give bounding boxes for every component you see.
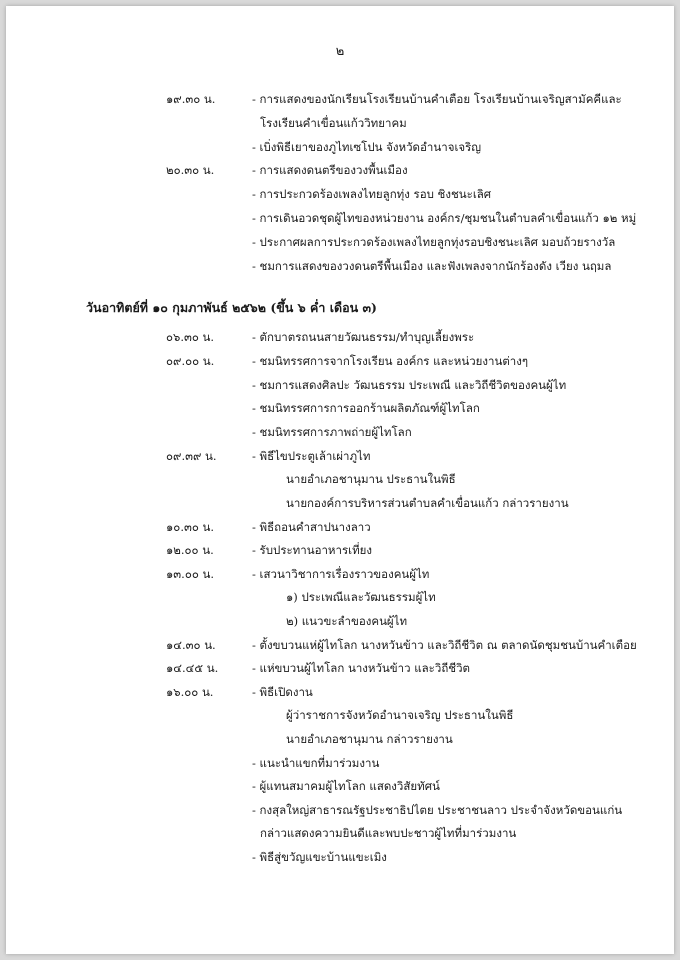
item-text: - ชมนิทรรศการจากโรงเรียน องค์กร และหน่วยงานต่างๆ [252,354,529,368]
time-label: ๑๐.๓๐ น. [166,520,215,534]
time-label: ๑๔.๓๐ น. [166,638,216,652]
time-label: ๑๖.๐๐ น. [166,685,214,699]
item-text: - พิธีไขประตูเล้าเผ่าภูไท [252,449,371,463]
time-label: ๒๐.๓๐ น. [166,163,215,177]
item-text: - ชมการแสดงของวงดนตรีพื้นเมือง และฟังเพลงจากนักร้องดัง เวียง นฤมล [252,259,612,273]
item-text: - ชมนิทรรศการภาพถ่ายผู้ไทโลก [252,425,412,439]
item-text: นายกองค์การบริหารส่วนตำบลคำเขื่อนแก้ว กล่าวรายงาน [286,496,569,510]
time-label: ๑๓.๐๐ น. [166,567,215,581]
item-text: - รับประทานอาหารเที่ยง [252,543,373,557]
item-text: นายอำเภอชานุมาน ประธานในพิธี [286,472,456,486]
item-text: นายอำเภอชานุมาน กล่าวรายงาน [286,732,453,746]
time-label: ๑๔.๔๕ น. [166,661,219,675]
item-text: - ผู้แทนสมาคมผู้ไทโลก แสดงวิสัยทัศน์ [252,779,440,793]
item-text: - เสวนาวิชาการเรื่องราวของคนผู้ไท [252,567,430,581]
time-label: ๐๙.๐๐ น. [166,354,215,368]
section-heading: วันอาทิตย์ที่ ๑๐ กุมภาพันธ์ ๒๕๖๒ (ขึ้น ๖ ค่ำ เดือน ๓) [86,300,377,315]
item-text: - เบิ่งพิธีเยาของภูไทเซโปน จังหวัดอำนาจเจริญ [252,140,482,154]
item-text: - ชมนิทรรศการการออกร้านผลิตภัณฑ์ผู้ไทโลก [252,401,480,415]
page-number: ๒ [335,44,345,59]
item-text: - ตักบาตรถนนสายวัฒนธรรม/ทำบุญเลี้ยงพระ [252,330,475,344]
document-page [6,6,674,954]
time-label: ๐๙.๓๙ น. [166,449,217,463]
item-text: - แห่ขบวนผู้ไทโลก นางหวันข้าว และวิถีชีวิต [252,661,471,675]
item-text: โรงเรียนคำเขื่อนแก้ววิทยาคม [260,116,407,130]
item-text: ๒) แนวขะลำของคนผู้ไท [286,614,408,628]
item-text: - พิธีถอนคำสาปนางลาว [252,520,371,534]
item-text: - การแสดงดนตรีของวงพื้นเมือง [252,163,408,177]
item-text: - พิธีสู่ขวัญแขะบ้านแขะเมิง [252,850,387,864]
item-text: - กงสุลใหญ่สาธารณรัฐประชาธิปไตย ประชาชนลาว ประจำจังหวัดขอนแก่น [252,803,623,817]
item-text: ๑) ประเพณีและวัฒนธรรมผู้ไท [286,590,436,604]
item-text: - การเดินอวดชุดผู้ไทของหน่วยงาน องค์กร/ชุมชนในตำบลคำเขื่อนแก้ว ๑๒ หมู่ [252,211,637,225]
time-label: ๐๖.๓๐ น. [166,330,215,344]
item-text: - การประกวดร้องเพลงไทยลูกทุ่ง รอบ ชิงชนะเลิศ [252,187,492,201]
item-text: ผู้ว่าราชการจังหวัดอำนาจเจริญ ประธานในพิธี [286,708,514,722]
item-text: - การแสดงของนักเรียนโรงเรียนบ้านคำเตือย โรงเรียนบ้านเจริญสามัคคีและ [252,92,622,106]
time-label: ๑๒.๐๐ น. [166,543,214,557]
item-text: - ตั้งขบวนแห่ผู้ไทโลก นางหวันข้าว และวิถีชีวิต ณ ตลาดนัดชุมชนบ้านคำเตือย [252,638,637,652]
item-text: - ประกาศผลการประกวดร้องเพลงไทยลูกทุ่งรอบชิงชนะเลิศ มอบถ้วยรางวัล [252,235,616,249]
item-text: - ชมการแสดงศิลปะ วัฒนธรรม ประเพณี และวิถีชีวิตของคนผู้ไท [252,378,567,392]
time-label: ๑๙.๓๐ น. [166,92,216,106]
item-text: - พิธีเปิดงาน [252,685,313,699]
item-text: กล่าวแสดงความยินดีและพบปะชาวผู้ไทที่มาร่วมงาน [260,826,517,840]
item-text: - แนะนำแขกที่มาร่วมงาน [252,756,380,770]
